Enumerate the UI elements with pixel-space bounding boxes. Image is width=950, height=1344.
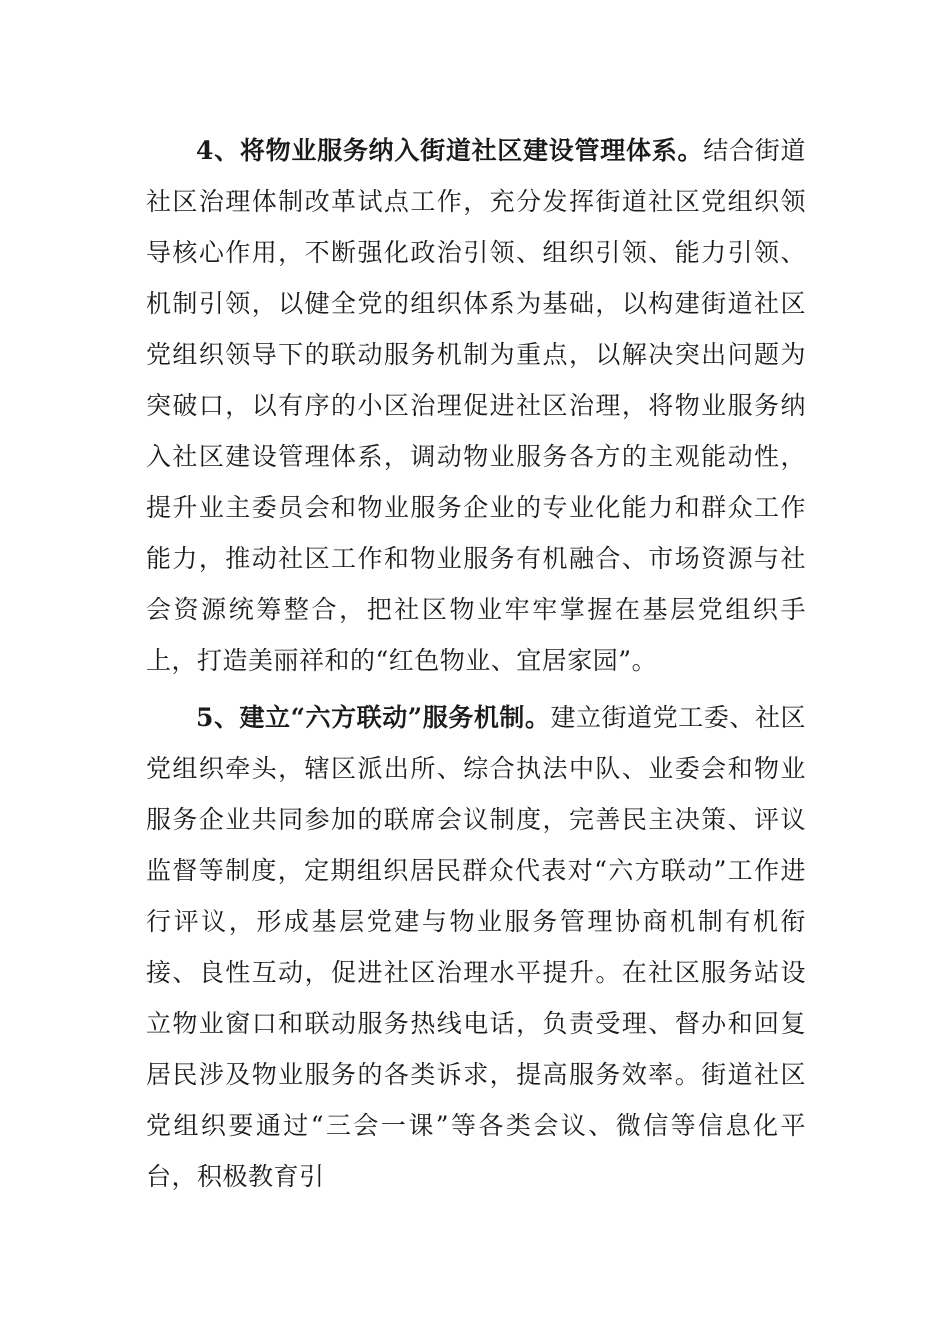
paragraph-5 (146, 692, 806, 1202)
document-body (146, 125, 806, 1208)
paragraph-4-heading: 4、将物业服务纳入街道社区建设管理体系。 (196, 136, 704, 165)
paragraph-4-text: 结合街道社区治理体制改革试点工作，充分发挥街道社区党组织领导核心作用，不断强化政治引领、组织引领、能力引领、机制引领，以健全党的组织体系为基础，以构建街道社区党组织领导下的联动服务机制为重点，以解决突出问题为突破口，以有序的小区治理促进社区治理，将物业服务纳入社区建设管理体系，调动物业服务各方的主观能动性，提升业主委员会和物业服务企业的专业化能力和群众工作能力，推动社区工作和物业服务有机融合、市场资源与社会资源统筹整合，把社区物业牢牢掌握在基层党组织手上，打造美丽祥和的“红色物业、宜居家园”。 (146, 136, 806, 675)
paragraph-4 (146, 125, 806, 686)
paragraph-5-text: 建立街道党工委、社区党组织牵头，辖区派出所、综合执法中队、业委会和物业服务企业共同参加的联席会议制度，完善民主决策、评议监督等制度，定期组织居民群众代表对“六方联动”工作进行评议，形成基层党建与物业服务管理协商机制有机衔接、良性互动，促进社区治理水平提升。在社区服务站设立物业窗口和联动服务热线电话，负责受理、督办和回复居民涉及物业服务的各类诉求，提高服务效率。街道社区党组织要通过“三会一课”等各类会议、微信等信息化平台，积极教育引 (146, 703, 806, 1191)
paragraph-5-heading: 5、建立“六方联动”服务机制。 (196, 703, 551, 732)
